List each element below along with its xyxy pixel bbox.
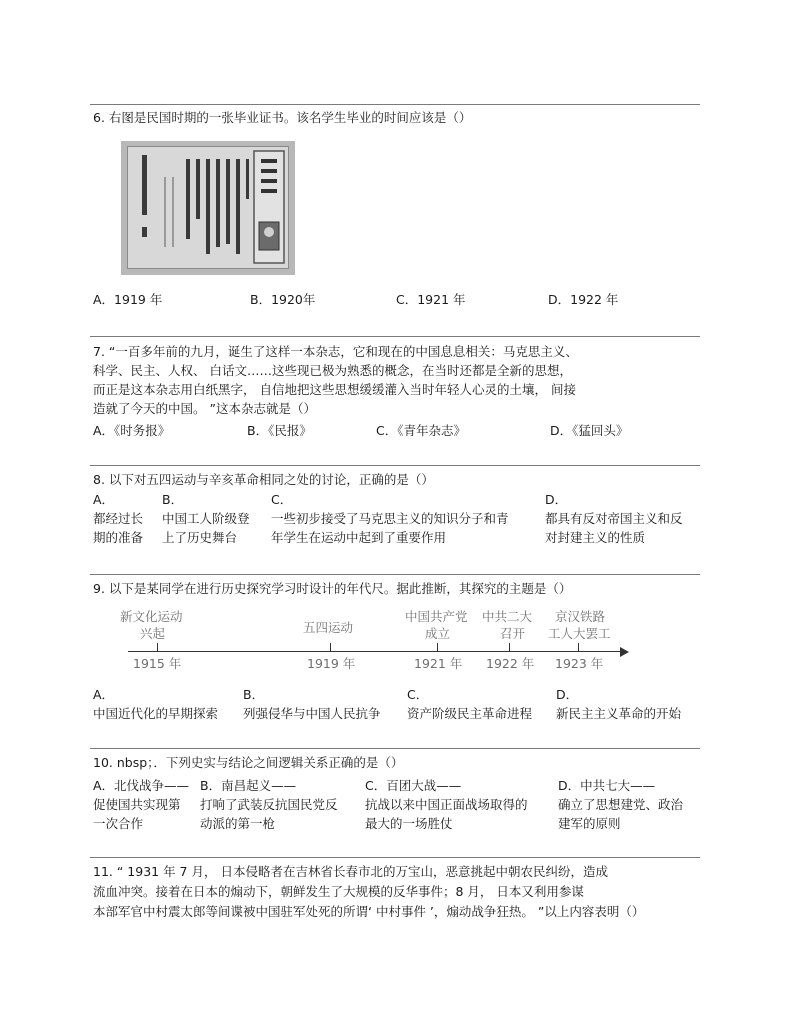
timeline-tick [330, 643, 331, 651]
option-text: 资产阶级民主革命进程 [407, 706, 533, 721]
question-11-line: 本部军官中村震太郎等间谍被中国驻军处死的所谓‘ 中村事件 ’，煽动战争狂热。 ”以上内容表明（） [93, 904, 645, 919]
option-6-a[interactable]: A．1919 年 [93, 292, 163, 307]
option-letter: D． [556, 687, 579, 702]
option-letter: B． [162, 492, 184, 507]
question-9-stem: 9. 以下是某同学在进行历史探究学习时设计的年代尺。据此推断，其探究的主题是（） [93, 581, 572, 596]
option-text: 最大的一场胜仗 [365, 816, 453, 831]
timeline-year: 1915 年 [133, 656, 182, 671]
question-8-stem: 8. 以下对五四运动与辛亥革命相同之处的讨论，正确的是（） [93, 472, 434, 487]
divider [90, 104, 700, 105]
certificate-text-columns [128, 147, 288, 268]
timeline-axis [128, 651, 622, 652]
option-7-a[interactable]: A．《时务报》 [93, 423, 171, 438]
divider [90, 748, 700, 749]
timeline-event: 京汉铁路 [555, 609, 606, 624]
option-7-d[interactable]: D．《猛回头》 [550, 423, 629, 438]
question-7-line: 7. “一百多年前的九月，诞生了这样一本杂志，它和现在的中国息息相关：马克思主义、 [93, 344, 578, 359]
option-text: 建军的原则 [558, 816, 621, 831]
question-6-stem: 6. 右图是民国时期的一张毕业证书。该名学生毕业的时间应该是（） [93, 110, 472, 125]
timeline-event: 新文化运动 [120, 609, 183, 624]
question-11-line: 流血冲突。接着在日本的煽动下，朝鲜发生了大规模的反华事件；8 月， 日本又利用参谋 [93, 884, 584, 899]
option-letter: D． [545, 492, 568, 507]
option-text: 促使国共实现第 [93, 797, 181, 812]
option-letter: C． [271, 492, 293, 507]
option-6-b[interactable]: B．1920年 [250, 292, 316, 307]
question-7-line: 造就了今天的中国。 ”这本杂志就是（） [93, 401, 316, 416]
option-6-d[interactable]: D．1922 年 [548, 292, 619, 307]
timeline-year: 1921 年 [414, 656, 463, 671]
option-text: 抗战以来中国正面战场取得的 [365, 797, 528, 812]
timeline-event: 五四运动 [303, 620, 354, 635]
timeline-event: 中共二大 [482, 609, 533, 624]
timeline-tick [509, 643, 510, 651]
timeline-year: 1923 年 [555, 656, 604, 671]
timeline-event: 召开 [500, 626, 526, 641]
timeline-year: 1922 年 [486, 656, 535, 671]
option-text: 中国近代化的早期探索 [93, 706, 219, 721]
option-head: C．百团大战—— [365, 778, 462, 793]
option-text: 都经过长 [93, 511, 144, 526]
timeline-event: 成立 [425, 626, 451, 641]
option-text: 一次合作 [93, 816, 144, 831]
option-letter: A． [93, 687, 115, 702]
option-text: 打响了武装反抗国民党反 [200, 797, 338, 812]
timeline-event: 中国共产党 [405, 609, 468, 624]
option-text: 动派的第一枪 [200, 816, 276, 831]
timeline-arrow-icon [620, 647, 629, 657]
option-letter: C． [407, 687, 429, 702]
question-10-stem: 10. nbsp；．下列史实与结论之间逻辑关系正确的是（） [93, 755, 404, 770]
divider [90, 336, 700, 337]
option-head: A．北伐战争—— [93, 778, 190, 793]
divider [90, 465, 700, 466]
option-text: 都具有反对帝国主义和反 [545, 511, 683, 526]
divider [90, 857, 700, 858]
timeline-event: 兴起 [140, 626, 166, 641]
divider [90, 574, 700, 575]
timeline-tick [437, 643, 438, 651]
option-text: 上了历史舞台 [162, 530, 238, 545]
option-7-c[interactable]: C．《青年杂志》 [376, 423, 466, 438]
option-text: 一些初步接受了马克思主义的知识分子和青 [271, 511, 509, 526]
question-7-line: 而正是这本杂志用白纸黑字， 自信地把这些思想缓缓灌入当时年轻人心灵的土壤， 间接 [93, 382, 576, 397]
option-head: D．中共七大—— [558, 778, 656, 793]
timeline-tick [157, 643, 158, 651]
option-text: 列强侵华与中国人民抗争 [243, 706, 381, 721]
option-text: 确立了思想建党、政治 [558, 797, 684, 812]
question-7-line: 科学、民主、人权、 白话文……这些现已极为熟悉的概念，在当时还都是全新的思想， [93, 363, 572, 378]
option-text: 期的准备 [93, 530, 144, 545]
option-letter: A． [93, 492, 115, 507]
option-6-c[interactable]: C．1921 年 [396, 292, 466, 307]
timeline-year: 1919 年 [307, 656, 356, 671]
option-letter: B． [243, 687, 265, 702]
question-11-line: 11. “ 1931 年 7 月， 日本侵略者在吉林省长春市北的万宝山，恶意挑起中朝农民纠纷，造成 [93, 864, 608, 879]
option-text: 新民主主义革命的开始 [556, 706, 682, 721]
timeline-event: 工人大罢工 [548, 626, 611, 641]
option-text: 对封建主义的性质 [545, 530, 646, 545]
option-7-b[interactable]: B．《民报》 [247, 423, 312, 438]
option-text: 年学生在运动中起到了重要作用 [271, 530, 447, 545]
option-head: B．南昌起义—— [200, 778, 297, 793]
timeline-tick [578, 643, 579, 651]
graduation-certificate-image [121, 141, 295, 275]
option-text: 中国工人阶级登 [162, 511, 250, 526]
